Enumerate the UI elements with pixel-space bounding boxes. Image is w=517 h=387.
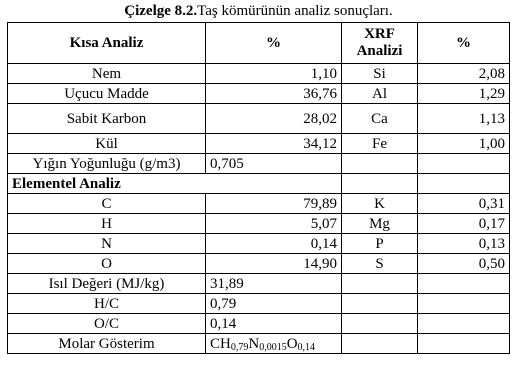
xrf-percent: 0,31 [418, 194, 510, 214]
row-value: 28,02 [206, 104, 342, 134]
row-label: H [8, 214, 206, 234]
section-row [8, 174, 510, 194]
row-value: 0,79 [206, 294, 342, 314]
xrf-percent: 1,29 [418, 84, 510, 104]
row-label: Yığın Yoğunluğu (g/m3) [8, 154, 206, 174]
row-value: 34,12 [206, 134, 342, 154]
row-value: 36,76 [206, 84, 342, 104]
xrf-element: Ca [342, 104, 418, 134]
empty-cell [206, 174, 342, 194]
row-label: Kül [8, 134, 206, 154]
analysis-table [7, 22, 510, 354]
empty-cell [418, 274, 510, 294]
empty-cell [342, 334, 418, 354]
table-row [8, 104, 510, 134]
empty-cell [342, 274, 418, 294]
xrf-element: P [342, 234, 418, 254]
xrf-percent: 1,00 [418, 134, 510, 154]
table-row [8, 254, 510, 274]
header-short-analysis: Kısa Analiz [8, 23, 206, 64]
table-row [8, 134, 510, 154]
table-row [8, 234, 510, 254]
row-label: H/C [8, 294, 206, 314]
empty-cell [418, 334, 510, 354]
table-row [8, 64, 510, 84]
row-value: 31,89 [206, 274, 342, 294]
xrf-element: Al [342, 84, 418, 104]
empty-cell [418, 154, 510, 174]
section-heading-elemental: Elementel Analiz [8, 174, 206, 194]
empty-cell [418, 174, 510, 194]
row-label: Nem [8, 64, 206, 84]
xrf-element: Mg [342, 214, 418, 234]
xrf-percent: 0,13 [418, 234, 510, 254]
row-value: 0,14 [206, 314, 342, 334]
caption-text: Taş kömürünün analiz sonuçları. [197, 3, 393, 19]
row-label: Sabit Karbon [8, 104, 206, 134]
row-value: 0,705 [206, 154, 342, 174]
header-xrf-line1: XRF [364, 26, 395, 42]
formula-n: N [248, 335, 260, 352]
xrf-percent: 1,13 [418, 104, 510, 134]
formula-ch: CH [210, 335, 231, 352]
row-label: Isıl Değeri (MJ/kg) [8, 274, 206, 294]
table-row [8, 294, 510, 314]
header-xrf-analysis [342, 23, 418, 64]
row-label: O/C [8, 314, 206, 334]
table-row [8, 214, 510, 234]
formula-n-subscript: 0,0015 [259, 341, 287, 353]
empty-cell [342, 294, 418, 314]
header-xrf-line2: Analizi [356, 43, 403, 59]
empty-cell [418, 294, 510, 314]
formula-o: O [286, 335, 298, 352]
table-row [8, 334, 510, 354]
row-label: Uçucu Madde [8, 84, 206, 104]
xrf-element: S [342, 254, 418, 274]
formula-h-subscript: 0,79 [230, 341, 249, 353]
xrf-element: Si [342, 64, 418, 84]
header-row [8, 23, 510, 64]
table-row [8, 274, 510, 294]
table-row [8, 194, 510, 214]
header-percent: % [206, 23, 342, 64]
xrf-percent: 0,50 [418, 254, 510, 274]
molar-formula [206, 334, 342, 354]
empty-cell [342, 154, 418, 174]
formula-o-subscript: 0,14 [297, 341, 316, 353]
table-row [8, 84, 510, 104]
xrf-element: K [342, 194, 418, 214]
row-label: N [8, 234, 206, 254]
row-label: O [8, 254, 206, 274]
table-caption [0, 0, 517, 22]
row-value: 14,90 [206, 254, 342, 274]
xrf-percent: 0,17 [418, 214, 510, 234]
row-value: 5,07 [206, 214, 342, 234]
row-value: 79,89 [206, 194, 342, 214]
empty-cell [342, 174, 418, 194]
table-row [8, 314, 510, 334]
empty-cell [418, 314, 510, 334]
xrf-element: Fe [342, 134, 418, 154]
row-label: C [8, 194, 206, 214]
row-label: Molar Gösterim [8, 334, 206, 354]
empty-cell [342, 314, 418, 334]
caption-number: Çizelge 8.2. [124, 3, 198, 19]
row-value: 1,10 [206, 64, 342, 84]
xrf-percent: 2,08 [418, 64, 510, 84]
row-value: 0,14 [206, 234, 342, 254]
table-row [8, 154, 510, 174]
header-xrf-percent: % [418, 23, 510, 64]
